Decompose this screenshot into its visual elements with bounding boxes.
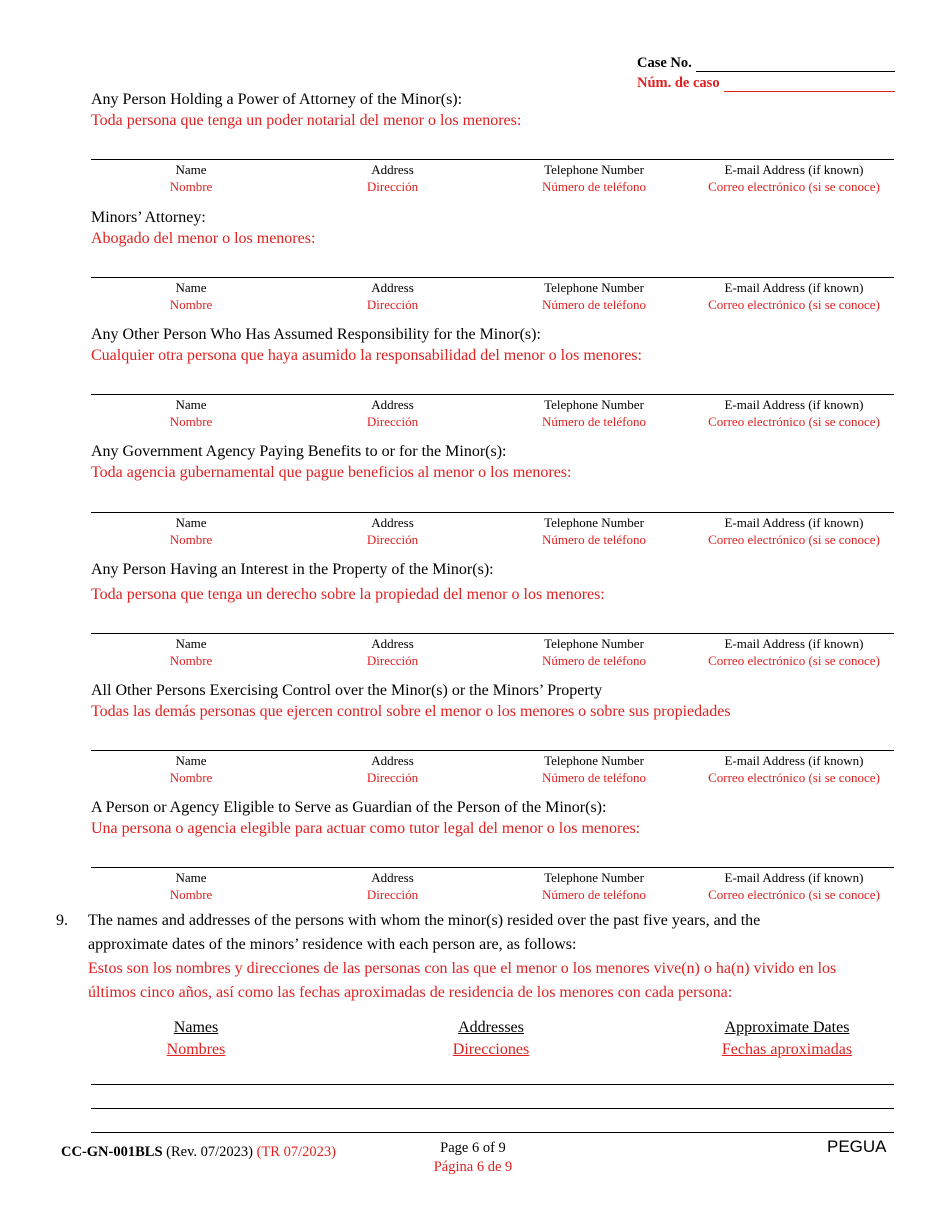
party-section <box>91 441 894 552</box>
col-address-label-es: Dirección <box>366 886 419 902</box>
col-email <box>694 870 894 903</box>
col-phone <box>494 515 694 548</box>
form-id: CC-GN-001BLS <box>61 1144 163 1160</box>
col-phone-label: Telephone Number <box>544 753 644 768</box>
col-address-label: Address <box>371 753 414 768</box>
col-name-label: Name <box>175 870 207 885</box>
col-address-label: Address <box>371 280 414 295</box>
col-name-label-es: Nombre <box>169 178 213 194</box>
col-email <box>694 280 894 313</box>
section-column-labels <box>91 870 894 903</box>
col-email-label: E-mail Address (if known) <box>724 636 864 651</box>
col-phone-label-es: Número de teléfono <box>542 178 646 194</box>
col-address-label-es: Dirección <box>366 531 419 547</box>
col-name <box>91 162 291 195</box>
party-section <box>91 324 894 434</box>
form-id-block <box>61 1144 336 1161</box>
col-name-label: Name <box>175 397 207 412</box>
col-phone <box>494 280 694 313</box>
col-name-label-es: Nombre <box>169 413 213 429</box>
col-email-label: E-mail Address (if known) <box>724 397 864 412</box>
section-column-labels <box>91 397 894 430</box>
col-phone-label-es: Número de teléfono <box>542 769 646 785</box>
case-number-block <box>637 52 895 92</box>
col-name <box>91 515 291 548</box>
case-no-label-es: Núm. de caso <box>637 75 720 91</box>
section-entry-line[interactable] <box>91 277 894 278</box>
col-name <box>91 753 291 786</box>
item-9-text-es-line2: últimos cinco años, así como las fechas aproximadas de residencia de los menores con cada persona: <box>88 984 733 1001</box>
section-title: Minors’ Attorney: <box>91 209 206 226</box>
col-phone <box>494 753 694 786</box>
col-address-label: Address <box>371 870 414 885</box>
col-email-label-es: Correo electrónico (si se conoce) <box>708 531 880 547</box>
footer-divider <box>91 1132 894 1133</box>
col-names-es: Nombres <box>166 1041 226 1058</box>
party-section <box>91 207 894 317</box>
party-section <box>91 797 894 907</box>
col-name <box>91 636 291 669</box>
section-title-es: Todas las demás personas que ejercen control sobre el menor o los menores o sobre sus propiedades <box>91 703 731 720</box>
col-email-label: E-mail Address (if known) <box>724 870 864 885</box>
col-address-label-es: Dirección <box>366 296 419 312</box>
section-column-labels <box>91 636 894 669</box>
col-phone-label: Telephone Number <box>544 162 644 177</box>
col-address <box>291 162 494 195</box>
col-phone-label: Telephone Number <box>544 397 644 412</box>
col-name-label-es: Nombre <box>169 531 213 547</box>
col-email-label-es: Correo electrónico (si se conoce) <box>708 652 880 668</box>
col-email-label: E-mail Address (if known) <box>724 162 864 177</box>
page-number-block <box>380 1139 566 1177</box>
section-title: Any Other Person Who Has Assumed Responsibility for the Minor(s): <box>91 326 541 343</box>
col-email <box>694 636 894 669</box>
section-column-labels <box>91 753 894 786</box>
section-entry-line[interactable] <box>91 867 894 868</box>
section-entry-line[interactable] <box>91 750 894 751</box>
case-no-field[interactable] <box>696 57 895 72</box>
col-email-label-es: Correo electrónico (si se conoce) <box>708 769 880 785</box>
section-entry-line[interactable] <box>91 159 894 160</box>
party-section <box>91 559 894 673</box>
col-dates-es: Fechas aproximadas <box>721 1041 853 1058</box>
col-email-label-es: Correo electrónico (si se conoce) <box>708 886 880 902</box>
col-email-label: E-mail Address (if known) <box>724 753 864 768</box>
col-phone <box>494 397 694 430</box>
col-phone-label-es: Número de teléfono <box>542 296 646 312</box>
col-phone-label-es: Número de teléfono <box>542 413 646 429</box>
col-phone-label: Telephone Number <box>544 280 644 295</box>
party-section <box>91 680 894 790</box>
col-addresses: Addresses <box>458 1019 524 1036</box>
section-title-es: Cualquier otra persona que haya asumido la responsabilidad del menor o los menores: <box>91 347 642 364</box>
col-name-label-es: Nombre <box>169 769 213 785</box>
page-number-es: Página 6 de 9 <box>433 1159 513 1175</box>
col-names: Names <box>173 1019 219 1036</box>
section-title: A Person or Agency Eligible to Serve as Guardian of the Person of the Minor(s): <box>91 799 607 816</box>
section-title-es: Abogado del menor o los menores: <box>91 230 316 247</box>
col-address-label: Address <box>371 397 414 412</box>
col-email <box>694 515 894 548</box>
col-address <box>291 870 494 903</box>
section-title: Any Person Holding a Power of Attorney of the Minor(s): <box>91 91 463 108</box>
col-name <box>91 280 291 313</box>
col-address-label: Address <box>371 162 414 177</box>
section-title: Any Government Agency Paying Benefits to or for the Minor(s): <box>91 443 507 460</box>
section-title-es: Toda persona que tenga un poder notarial del menor o los menores: <box>91 112 522 129</box>
col-address-label-es: Dirección <box>366 652 419 668</box>
col-address-label-es: Dirección <box>366 178 419 194</box>
col-name-label: Name <box>175 636 207 651</box>
page-number: Page 6 of 9 <box>440 1140 506 1156</box>
col-phone-label-es: Número de teléfono <box>542 886 646 902</box>
item-9-body <box>88 909 896 1005</box>
residence-entry-line-1[interactable] <box>91 1084 894 1085</box>
case-no-label: Case No. <box>637 55 692 71</box>
col-name-label: Name <box>175 753 207 768</box>
col-name-label-es: Nombre <box>169 886 213 902</box>
section-title-es: Toda persona que tenga un derecho sobre la propiedad del menor o los menores: <box>91 586 605 603</box>
item-9-text-es-line1: Estos son los nombres y direcciones de las personas con las que el menor o los menores vive(n) o ha(n) vivido en los <box>88 960 837 977</box>
col-phone-label: Telephone Number <box>544 515 644 530</box>
section-title-es: Toda agencia gubernamental que pague beneficios al menor o los menores: <box>91 464 572 481</box>
col-phone-label: Telephone Number <box>544 870 644 885</box>
item-9-text-line2: approximate dates of the minors’ residence with each person are, as follows: <box>88 936 577 953</box>
section-entry-line[interactable] <box>91 633 894 634</box>
col-email-label-es: Correo electrónico (si se conoce) <box>708 178 880 194</box>
col-email-label-es: Correo electrónico (si se conoce) <box>708 413 880 429</box>
form-code: PEGUA <box>827 1137 887 1156</box>
col-address <box>291 397 494 430</box>
party-section <box>91 89 894 199</box>
col-address <box>291 753 494 786</box>
item-9-number: 9. <box>56 912 68 929</box>
section-entry-line[interactable] <box>91 512 894 513</box>
col-name-label: Name <box>175 162 207 177</box>
col-phone <box>494 870 694 903</box>
col-name-label: Name <box>175 280 207 295</box>
col-name-label-es: Nombre <box>169 652 213 668</box>
col-email-label-es: Correo electrónico (si se conoce) <box>708 296 880 312</box>
col-name <box>91 870 291 903</box>
col-name-label-es: Nombre <box>169 296 213 312</box>
col-email <box>694 162 894 195</box>
item-9-text-line1: The names and addresses of the persons with whom the minor(s) resided over the past five years, and the <box>88 912 761 929</box>
section-column-labels <box>91 515 894 548</box>
col-address-label-es: Dirección <box>366 413 419 429</box>
col-address <box>291 280 494 313</box>
col-name-label: Name <box>175 515 207 530</box>
col-email-label: E-mail Address (if known) <box>724 280 864 295</box>
case-no-row <box>637 52 895 72</box>
col-dates: Approximate Dates <box>724 1019 850 1036</box>
col-addresses-es: Direcciones <box>452 1041 530 1058</box>
section-title: All Other Persons Exercising Control over the Minor(s) or the Minors’ Property <box>91 682 603 699</box>
section-title-es: Una persona o agencia elegible para actuar como tutor legal del menor o los menores: <box>91 820 641 837</box>
col-email-label: E-mail Address (if known) <box>724 515 864 530</box>
col-address <box>291 636 494 669</box>
col-email <box>694 753 894 786</box>
col-phone <box>494 162 694 195</box>
residence-entry-line-2[interactable] <box>91 1108 894 1109</box>
section-column-labels <box>91 162 894 195</box>
col-phone <box>494 636 694 669</box>
col-address <box>291 515 494 548</box>
translation-revision: (TR 07/2023) <box>256 1144 336 1160</box>
col-phone-label: Telephone Number <box>544 636 644 651</box>
col-address-label-es: Dirección <box>366 769 419 785</box>
section-column-labels <box>91 280 894 313</box>
col-address-label: Address <box>371 636 414 651</box>
form-revision: (Rev. 07/2023) <box>166 1144 253 1160</box>
col-phone-label-es: Número de teléfono <box>542 531 646 547</box>
col-name <box>91 397 291 430</box>
col-phone-label-es: Número de teléfono <box>542 652 646 668</box>
section-title: Any Person Having an Interest in the Property of the Minor(s): <box>91 561 494 578</box>
col-address-label: Address <box>371 515 414 530</box>
col-email <box>694 397 894 430</box>
section-entry-line[interactable] <box>91 394 894 395</box>
